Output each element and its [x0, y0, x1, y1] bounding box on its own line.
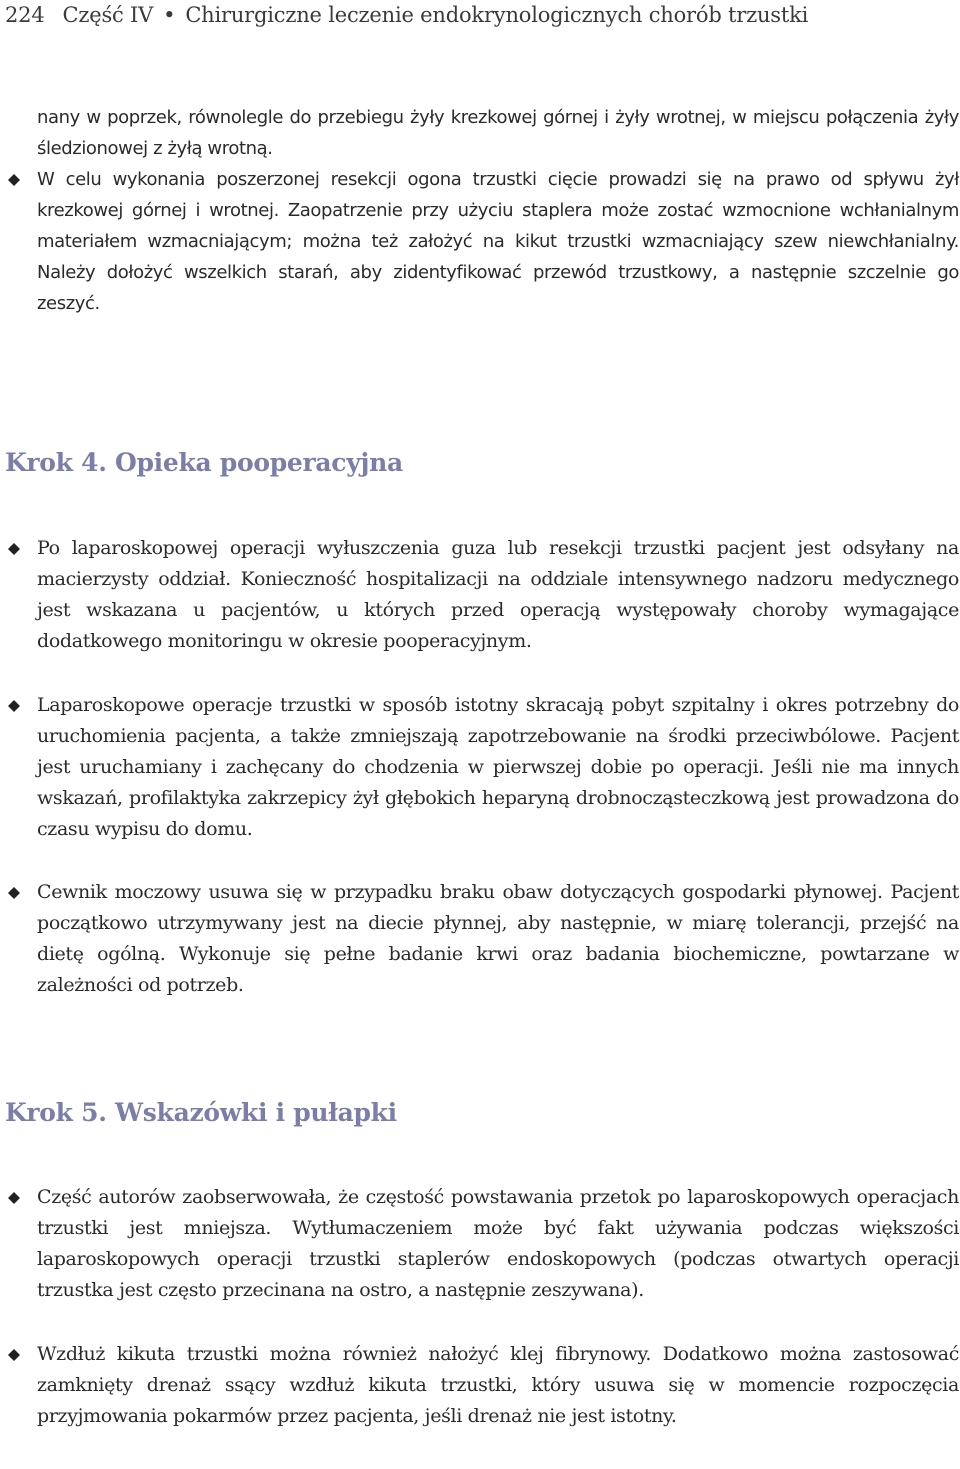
section-heading-krok-4: Krok 4. Opieka pooperacyjna [5, 448, 403, 477]
diamond-bullet-icon [8, 174, 20, 186]
list-item: Cewnik moczowy usuwa się w przypadku braku obaw dotyczących gospodarki płynowej. Pacjent początkowo utrzymywany jest na diecie płynnej, aby następnie, w miarę tolerancji, przejść na dietę ogólną. Wykonuje się pełne badanie krwi oraz badania biochemiczne, powtarzane w zależności od potrzeb. [37, 881, 959, 996]
list-item: Część autorów zaobserwowała, że częstość powstawania przetok po laparoskopowych operacjach trzustki jest mniejsza. Wytłumaczeniem może być fakt używania podczas większości laparoskopowych operacji trzustki staplerów endoskopowych (podczas otwartych operacji trzustka jest często przecinana na ostro, a następnie zeszywana). [37, 1186, 959, 1301]
chapter-title: Chirurgiczne leczenie endokrynologicznych chorób trzustki [185, 3, 809, 27]
running-header [5, 0, 808, 32]
intro-bullet-paragraph: W celu wykonania poszerzonej resekcji ogona trzustki cięcie prowadzi się na prawo od spływu żył krezkowej górnej i wrotnej. Zaopatrzenie przy użyciu staplera może zostać wzmocnione wchłanialnym materiałem wzmacniającym; można też założyć na kikut trzustki wzmacniający szew niewchłanialny. Należy dołożyć wszelkich starań, aby zidentyfikować przewód trzustkowy, a następnie szczelnie go zeszyć. [37, 169, 959, 314]
continuation-paragraph: nany w poprzek, równolegle do przebiegu żyły krezkowej górnej i żyły wrotnej, w miejscu połączenia żyły śledzionowej z żyłą wrotną. [37, 107, 959, 159]
diamond-bullet-icon [8, 700, 20, 712]
page-number: 224 [5, 3, 45, 27]
diamond-bullet-icon [8, 1349, 20, 1361]
list-item: Wzdłuż kikuta trzustki można również nałożyć klej fibrynowy. Dodatkowo można zastosować zamknięty drenaż ssący wzdłuż kikuta trzustki, który usuwa się w momencie rozpoczęcia przyjmowania pokarmów przez pacjenta, jeśli drenaż nie jest istotny. [37, 1343, 959, 1427]
part-label: Część IV [62, 3, 154, 27]
diamond-bullet-icon [8, 543, 20, 555]
list-item: Po laparoskopowej operacji wyłuszczenia guza lub resekcji trzustki pacjent jest odsyłany na macierzysty oddział. Konieczność hospitalizacji na oddziale intensywnego nadzoru medycznego jest wskazana u pacjentów, u których przed operacją występowały choroby wymagające dodatkowego monitoringu w okresie pooperacyjnym. [37, 537, 959, 652]
header-separator-dot: • [163, 3, 176, 27]
section-heading-krok-5: Krok 5. Wskazówki i pułapki [5, 1098, 397, 1127]
diamond-bullet-icon [8, 1192, 20, 1204]
list-item: Laparoskopowe operacje trzustki w sposób istotny skracają pobyt szpitalny i okres potrzebny do uruchomienia pacjenta, a także zmniejszają zapotrzebowanie na środki przeciwbólowe. Pacjent jest uruchamiany i zachęcany do chodzenia w pierwszej dobie po operacji. Jeśli nie ma innych wskazań, profilaktyka zakrzepicy żył głębokich heparyną drobnocząsteczkową jest prowadzona do czasu wypisu do domu. [37, 694, 959, 840]
diamond-bullet-icon [8, 887, 20, 899]
